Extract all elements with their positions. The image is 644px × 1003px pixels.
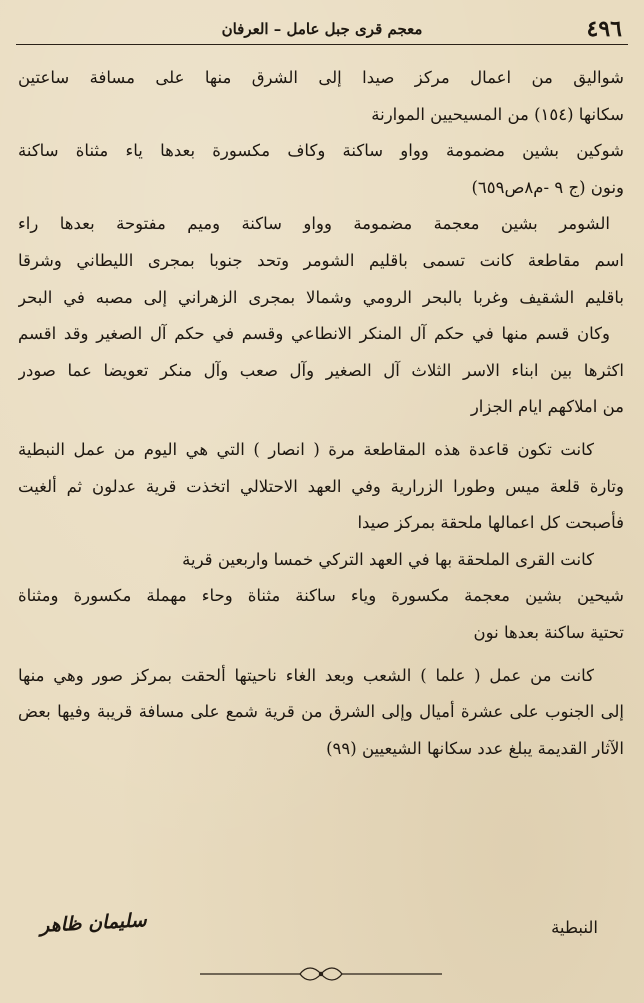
text-line: شواليق من اعمال مركز صيدا إلى الشرق منها على مسافة ساعتين: [18, 68, 624, 87]
location-name: النبطية: [551, 918, 598, 937]
text-line: فأصبحت كل اعمالها ملحقة بمركز صيدا: [357, 513, 624, 533]
header-rule: [16, 44, 628, 45]
text-line: اسم مقاطعة كانت تسمى باقليم الشومر وتحد جنوبا بمجرى الليطاني وشرقا: [18, 250, 624, 270]
page-number: ٤٩٦: [586, 16, 622, 42]
text-line: كانت من عمل ( علما ) الشعب وبعد الغاء ناحيتها ألحقت بمركز صور وهي منها: [18, 665, 594, 685]
text-line: الآثار القديمة يبلغ عدد سكانها الشيعيين (٩٩): [326, 738, 624, 758]
text-line: شيحين بشين معجمة مكسورة وياء ساكنة مثناة وحاء مهملة مكسورة ومثناة: [18, 586, 624, 606]
text-line: اكثرها بين ابناء الاسر الثلاث آل الصغير وآل صعب وآل منكر تعويضا عما صودر: [18, 360, 624, 380]
page-header: [14, 10, 630, 46]
signature-row: [39, 909, 598, 952]
text-line: وكان قسم منها في حكم آل المنكر الانطاعي وقسم في حكم آل الصغير وقد اقسم: [18, 324, 610, 344]
text-line: ونون (ج ٩ -م٨ص٦٥٩): [471, 177, 624, 197]
text-line: باقليم الشقيف وغربا بالبحر الرومي وشمالا بمجرى الزهراني إلى مصبه في البحر: [18, 287, 624, 307]
text-line: الشومر بشين معجمة مضمومة وواو ساكنة وميم مفتوحة بعدها راء: [18, 214, 610, 234]
author-signature: سليمان ظاهر: [39, 909, 148, 937]
text-line: كانت القرى الملحقة بها في العهد التركي خمسا واربعين قرية: [182, 549, 594, 569]
running-title: معجم قرى جبل عامل – العرفان: [221, 20, 423, 38]
body-text: [18, 60, 624, 767]
text-line: كانت تكون قاعدة هذه المقاطعة مرة ( انصار ) التي هي اليوم من عمل النبطية: [18, 439, 594, 459]
text-line: شوكين بشين مضمومة وواو ساكنة وكاف مكسورة بعدها ياء مثناة ساكنة: [18, 141, 624, 161]
text-line: تحتية ساكنة بعدها نون: [473, 622, 624, 642]
text-line: وتارة قلعة ميس وطورا الزرارية وفي العهد الاحتلالي اتخذت قرية عدلون ثم ألغيت: [18, 476, 624, 496]
text-line: إلى الجنوب على عشرة أميال وإلى الشرق من قرية شمع على مسافة قريبة وفيها بعض: [18, 702, 624, 722]
text-line: من املاكهم ايام الجزار: [470, 397, 624, 417]
ornament-divider: [196, 962, 446, 986]
text-line: سكانها (١٥٤) من المسيحيين الموارنة: [371, 104, 624, 124]
